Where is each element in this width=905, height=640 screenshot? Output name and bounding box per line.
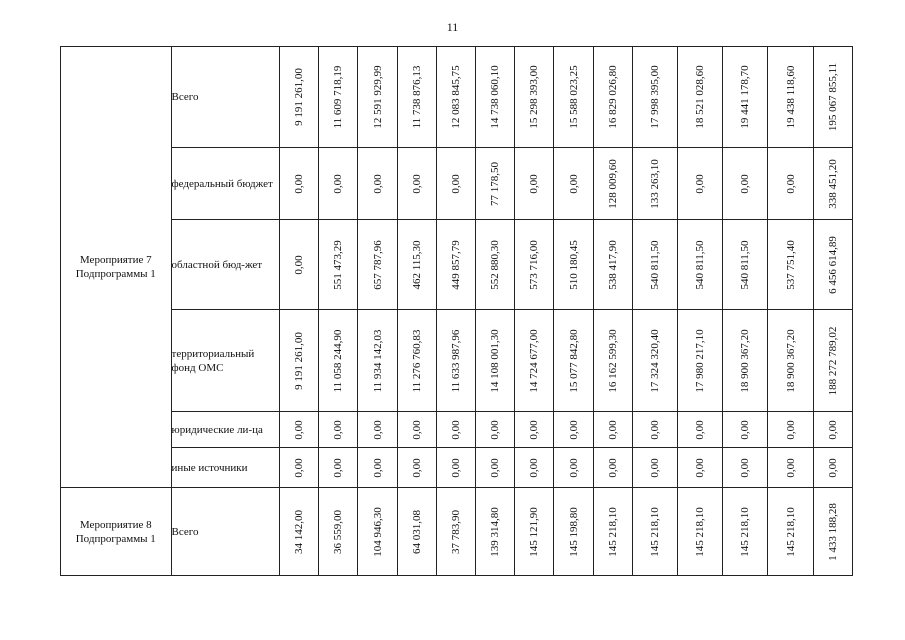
value-text: 9 191 261,00 — [293, 331, 306, 390]
value-text: 16 162 599,30 — [606, 328, 619, 393]
value-text: 12 591 929,99 — [371, 65, 384, 129]
year-value-cell — [593, 148, 632, 220]
value-text: 34 142,00 — [293, 509, 306, 554]
value-text: 11 738 876,13 — [410, 65, 423, 129]
value-text: 540 811,50 — [739, 239, 752, 290]
year-value-cell — [358, 310, 397, 412]
value-text: 133 263,10 — [648, 158, 661, 209]
value-text: 0,00 — [489, 457, 502, 478]
year-value-cell — [632, 220, 677, 310]
year-value-cell — [632, 310, 677, 412]
value-text: 14 108 001,30 — [489, 328, 502, 393]
year-value-cell — [593, 448, 632, 488]
value-text: 17 998 395,00 — [648, 65, 661, 129]
year-value-cell — [358, 47, 397, 148]
year-value-cell — [678, 412, 723, 448]
value-text: 0,00 — [410, 419, 423, 440]
value-text: 0,00 — [826, 457, 839, 478]
value-text: 0,00 — [606, 419, 619, 440]
value-text: 16 829 026,80 — [606, 65, 619, 129]
value-text: 0,00 — [293, 457, 306, 478]
year-value-cell — [515, 310, 554, 412]
value-text: 0,00 — [332, 457, 345, 478]
page-number: 11 — [446, 20, 459, 34]
table-row — [61, 448, 853, 488]
value-text: 0,00 — [648, 457, 661, 478]
year-value-cell — [515, 412, 554, 448]
year-value-cell — [768, 47, 813, 148]
value-text: 0,00 — [332, 419, 345, 440]
year-value-cell — [358, 220, 397, 310]
value-text: 12 083 845,75 — [449, 65, 462, 129]
year-value-cell — [723, 47, 768, 148]
value-text: 551 473,29 — [332, 239, 345, 290]
value-text: 0,00 — [489, 419, 502, 440]
year-value-cell — [280, 412, 319, 448]
value-text: 17 324 320,40 — [648, 328, 661, 393]
year-value-cell — [397, 448, 436, 488]
year-value-cell — [436, 448, 475, 488]
year-value-cell — [319, 148, 358, 220]
value-text: 14 724 677,00 — [528, 328, 541, 393]
value-text: 0,00 — [332, 173, 345, 194]
value-text: 0,00 — [694, 457, 707, 478]
year-value-cell — [632, 148, 677, 220]
year-value-cell — [397, 47, 436, 148]
value-text: 0,00 — [784, 457, 797, 478]
year-value-cell — [554, 148, 593, 220]
year-value-cell — [358, 448, 397, 488]
value-text: 0,00 — [567, 173, 580, 194]
value-text: 0,00 — [528, 457, 541, 478]
value-text: 17 980 217,10 — [694, 328, 707, 393]
year-value-cell — [632, 448, 677, 488]
year-value-cell — [358, 488, 397, 576]
year-value-cell — [436, 412, 475, 448]
value-text: 0,00 — [410, 457, 423, 478]
total-value-cell — [813, 220, 852, 310]
year-value-cell — [319, 220, 358, 310]
value-text: 0,00 — [528, 419, 541, 440]
value-text: 0,00 — [371, 173, 384, 194]
funding-source: юридические ли-ца — [171, 412, 280, 448]
value-text: 0,00 — [449, 173, 462, 194]
year-value-cell — [280, 47, 319, 148]
year-value-cell — [476, 148, 515, 220]
value-text: 15 077 842,80 — [567, 328, 580, 393]
year-value-cell — [768, 220, 813, 310]
year-value-cell — [280, 310, 319, 412]
value-text: 449 857,79 — [449, 239, 462, 290]
year-value-cell — [554, 488, 593, 576]
value-text: 0,00 — [606, 457, 619, 478]
year-value-cell — [515, 148, 554, 220]
total-value-cell — [813, 412, 852, 448]
year-value-cell — [554, 220, 593, 310]
year-value-cell — [554, 448, 593, 488]
value-text: 0,00 — [784, 173, 797, 194]
year-value-cell — [319, 488, 358, 576]
year-value-cell — [678, 47, 723, 148]
value-text: 0,00 — [739, 419, 752, 440]
total-value-cell — [813, 488, 852, 576]
year-value-cell — [358, 148, 397, 220]
year-value-cell — [476, 310, 515, 412]
year-value-cell — [554, 47, 593, 148]
table-row — [61, 412, 853, 448]
total-value-cell — [813, 448, 852, 488]
value-text: 0,00 — [371, 457, 384, 478]
year-value-cell — [476, 412, 515, 448]
year-value-cell — [632, 488, 677, 576]
year-value-cell — [397, 412, 436, 448]
value-text: 11 934 142,03 — [371, 329, 384, 392]
year-value-cell — [593, 47, 632, 148]
year-value-cell — [632, 47, 677, 148]
value-text: 540 811,50 — [694, 239, 707, 290]
value-text: 0,00 — [648, 419, 661, 440]
total-value-cell — [813, 310, 852, 412]
value-text: 145 218,10 — [784, 506, 797, 557]
value-text: 139 314,80 — [489, 506, 502, 557]
year-value-cell — [319, 412, 358, 448]
value-text: 18 521 028,60 — [694, 65, 707, 129]
year-value-cell — [593, 310, 632, 412]
table-row — [61, 148, 853, 220]
year-value-cell — [768, 412, 813, 448]
year-value-cell — [436, 310, 475, 412]
value-text: 11 058 244,90 — [332, 329, 345, 392]
funding-source: Всего — [171, 488, 280, 576]
year-value-cell — [476, 47, 515, 148]
year-value-cell — [319, 448, 358, 488]
year-value-cell — [319, 310, 358, 412]
year-value-cell — [593, 220, 632, 310]
value-text: 338 451,20 — [826, 158, 839, 209]
table-row — [61, 488, 853, 576]
year-value-cell — [358, 412, 397, 448]
year-value-cell — [678, 310, 723, 412]
value-text: 145 218,10 — [694, 506, 707, 557]
year-value-cell — [515, 448, 554, 488]
value-text: 657 787,96 — [371, 239, 384, 290]
value-text: 145 218,10 — [739, 506, 752, 557]
year-value-cell — [678, 488, 723, 576]
year-value-cell — [723, 310, 768, 412]
funding-source: иные источники — [171, 448, 280, 488]
value-text: 188 272 789,02 — [826, 326, 839, 395]
year-value-cell — [515, 220, 554, 310]
funding-table — [60, 46, 853, 576]
year-value-cell — [515, 47, 554, 148]
value-text: 9 191 261,00 — [293, 68, 306, 126]
value-text: 145 198,80 — [567, 506, 580, 557]
year-value-cell — [280, 448, 319, 488]
value-text: 0,00 — [567, 457, 580, 478]
year-value-cell — [723, 412, 768, 448]
value-text: 145 218,10 — [606, 506, 619, 557]
value-text: 573 716,00 — [528, 239, 541, 290]
table-row — [61, 310, 853, 412]
year-value-cell — [593, 412, 632, 448]
year-value-cell — [280, 488, 319, 576]
value-text: 538 417,90 — [606, 239, 619, 290]
value-text: 0,00 — [694, 419, 707, 440]
value-text: 15 588 023,25 — [567, 65, 580, 129]
value-text: 14 738 060,10 — [489, 65, 502, 129]
year-value-cell — [476, 488, 515, 576]
year-value-cell — [280, 220, 319, 310]
year-value-cell — [723, 148, 768, 220]
year-value-cell — [280, 148, 319, 220]
funding-source: областной бюд-жет — [171, 220, 280, 310]
total-value-cell — [813, 47, 852, 148]
value-text: 11 609 718,19 — [332, 65, 345, 129]
value-text: 6 456 614,89 — [826, 235, 839, 294]
funding-source: Всего — [171, 47, 280, 148]
year-value-cell — [632, 412, 677, 448]
year-value-cell — [515, 488, 554, 576]
value-text: 11 276 760,83 — [410, 329, 423, 392]
year-value-cell — [436, 148, 475, 220]
funding-source: территориальный фонд ОМС — [171, 310, 280, 412]
value-text: 1 433 188,28 — [826, 502, 839, 561]
year-value-cell — [723, 448, 768, 488]
year-value-cell — [723, 220, 768, 310]
value-text: 104 946,30 — [371, 506, 384, 557]
year-value-cell — [768, 148, 813, 220]
year-value-cell — [768, 310, 813, 412]
year-value-cell — [436, 488, 475, 576]
year-value-cell — [593, 488, 632, 576]
value-text: 0,00 — [293, 173, 306, 194]
value-text: 19 438 118,60 — [784, 65, 797, 129]
value-text: 0,00 — [739, 173, 752, 194]
value-text: 0,00 — [293, 419, 306, 440]
year-value-cell — [319, 47, 358, 148]
value-text: 0,00 — [694, 173, 707, 194]
value-text: 552 880,30 — [489, 239, 502, 290]
year-value-cell — [397, 488, 436, 576]
value-text: 0,00 — [449, 457, 462, 478]
value-text: 36 559,00 — [332, 509, 345, 554]
value-text: 540 811,50 — [648, 239, 661, 290]
total-value-cell — [813, 148, 852, 220]
event-title: Мероприятие 7 Подпрограммы 1 — [61, 47, 172, 488]
year-value-cell — [768, 488, 813, 576]
value-text: 0,00 — [410, 173, 423, 194]
value-text: 0,00 — [784, 419, 797, 440]
year-value-cell — [678, 448, 723, 488]
year-value-cell — [436, 47, 475, 148]
year-value-cell — [768, 448, 813, 488]
value-text: 11 633 987,96 — [449, 329, 462, 392]
value-text: 77 178,50 — [489, 161, 502, 206]
value-text: 510 180,45 — [567, 239, 580, 290]
value-text: 0,00 — [528, 173, 541, 194]
value-text: 15 298 393,00 — [528, 65, 541, 129]
year-value-cell — [397, 220, 436, 310]
value-text: 64 031,08 — [410, 509, 423, 554]
table-row — [61, 47, 853, 148]
funding-source: федеральный бюджет — [171, 148, 280, 220]
year-value-cell — [723, 488, 768, 576]
value-text: 145 218,10 — [648, 506, 661, 557]
year-value-cell — [554, 412, 593, 448]
year-value-cell — [397, 148, 436, 220]
value-text: 0,00 — [293, 254, 306, 275]
year-value-cell — [397, 310, 436, 412]
value-text: 195 067 855,11 — [826, 62, 839, 132]
value-text: 0,00 — [739, 457, 752, 478]
year-value-cell — [476, 220, 515, 310]
year-value-cell — [554, 310, 593, 412]
value-text: 19 441 178,70 — [739, 65, 752, 129]
year-value-cell — [476, 448, 515, 488]
value-text: 37 783,90 — [449, 509, 462, 554]
value-text: 0,00 — [826, 419, 839, 440]
value-text: 128 009,60 — [606, 158, 619, 209]
value-text: 0,00 — [371, 419, 384, 440]
value-text: 18 900 367,20 — [739, 328, 752, 393]
year-value-cell — [678, 148, 723, 220]
value-text: 0,00 — [567, 419, 580, 440]
value-text: 462 115,30 — [410, 239, 423, 290]
value-text: 537 751,40 — [784, 239, 797, 290]
event-title: Мероприятие 8 Подпрограммы 1 — [61, 488, 172, 576]
value-text: 145 121,90 — [528, 506, 541, 557]
value-text: 0,00 — [449, 419, 462, 440]
value-text: 18 900 367,20 — [784, 328, 797, 393]
table-row — [61, 220, 853, 310]
year-value-cell — [678, 220, 723, 310]
year-value-cell — [436, 220, 475, 310]
